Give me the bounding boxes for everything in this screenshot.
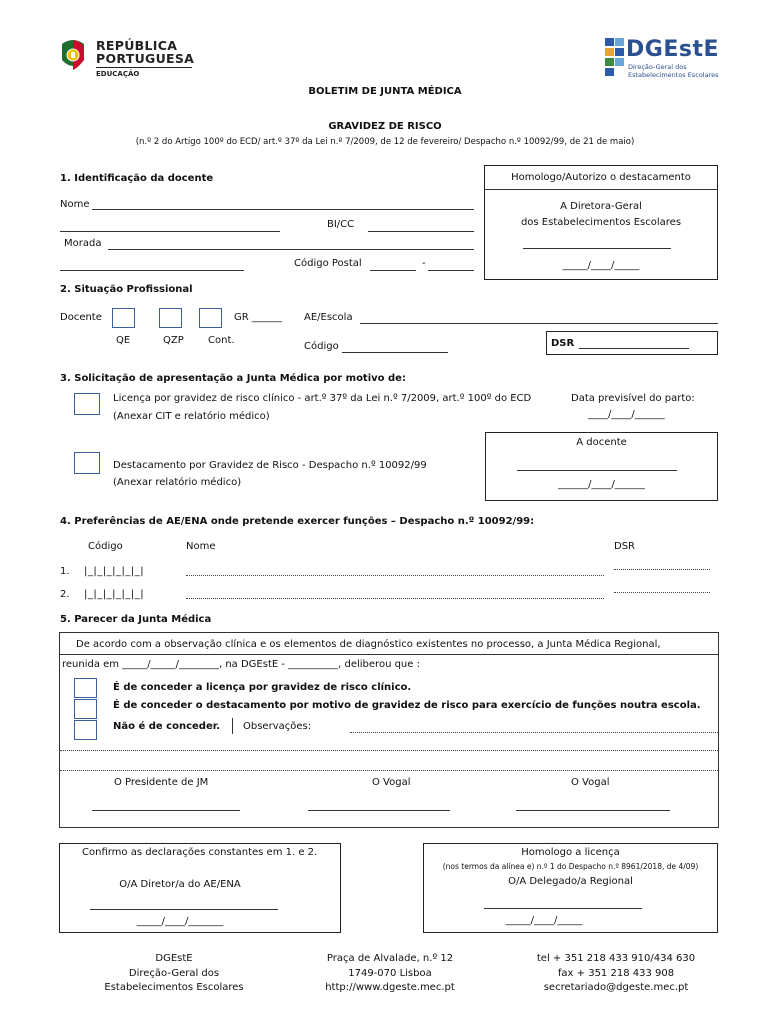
homologo-line1: A Diretora-Geral	[560, 201, 642, 212]
codigo-postal-label: Código Postal	[294, 258, 362, 269]
republica-text: REPÚBLICA	[96, 38, 178, 53]
postal-code-line-2[interactable]	[428, 270, 474, 271]
footer-column-address	[302, 952, 478, 996]
footer-fax: fax + 351 218 433 908	[557, 967, 675, 979]
docente-signature-line[interactable]	[517, 470, 677, 471]
confirm-role: O/A Diretor/a do AE/ENA	[119, 879, 241, 890]
vogal1-label: O Vogal	[372, 777, 411, 788]
footer-line: Estabelecimentos Escolares	[104, 982, 244, 993]
homologo-title-divider	[485, 189, 717, 190]
row-number: 2.	[60, 589, 70, 600]
vogal2-label: O Vogal	[571, 777, 610, 788]
footer-line: DGEstE	[155, 953, 193, 964]
educacao-text: EDUCAÇÃO	[96, 70, 140, 78]
homologa-licenca-signature-line[interactable]	[484, 908, 642, 909]
ae-escola-line[interactable]	[360, 323, 718, 324]
observacoes-field-1[interactable]	[350, 732, 718, 733]
section2-heading: 2. Situação Profissional	[60, 284, 193, 295]
row-code-field[interactable]: |_|_|_|_|_|_|	[84, 566, 145, 577]
section5-heading: 5. Parecer da Junta Médica	[60, 614, 212, 625]
homologo-signature-line[interactable]	[523, 248, 671, 249]
dgeste-name: DGEstE	[626, 37, 719, 62]
col-nome-header: Nome	[186, 541, 216, 552]
codigo-line[interactable]	[342, 352, 448, 353]
logo-divider	[96, 67, 192, 68]
observacoes-separator	[232, 718, 233, 734]
nao-conceder-text: Não é de conceder.	[113, 721, 221, 732]
vogal2-signature-line[interactable]	[516, 810, 670, 811]
qe-checkbox[interactable]	[112, 308, 135, 328]
parecer-divider	[60, 654, 718, 655]
nome-line[interactable]	[92, 209, 474, 210]
conceder-licenca-checkbox[interactable]	[74, 678, 97, 698]
dgeste-sub1: Direção-Geral dos	[628, 63, 687, 71]
dsr-label: DSR	[551, 338, 575, 349]
parecer-box	[59, 632, 719, 828]
homologa-licenca-role: O/A Delegado/a Regional	[508, 876, 633, 887]
homologo-destacamento-box	[484, 165, 718, 280]
footer-line: Direção-Geral dos	[128, 967, 220, 979]
parto-date[interactable]: ____/____/______	[588, 409, 665, 420]
dsr-box[interactable]	[546, 331, 718, 355]
name-continuation-line[interactable]	[60, 231, 280, 232]
bicc-line[interactable]	[368, 231, 474, 232]
row-dsr-field[interactable]	[614, 569, 710, 570]
qzp-label: QZP	[163, 335, 184, 346]
row-name-field[interactable]	[186, 575, 604, 576]
confirm-signature-line[interactable]	[90, 909, 278, 910]
conceder-destacamento-text: É de conceder o destacamento por motivo de gravidez de risco para exercício de funções noutra escola.	[113, 700, 701, 711]
docente-date[interactable]: ______/____/______	[558, 479, 645, 490]
dgeste-sub2: Estabelecimentos Escolares	[628, 71, 719, 79]
footer-line: Praça de Alvalade, n.º 12	[326, 953, 454, 964]
footer-line: 1749-070 Lisboa	[348, 967, 432, 979]
confirm-declarations-box	[59, 843, 341, 933]
postal-code-line-1[interactable]	[370, 270, 416, 271]
document-title: BOLETIM DE JUNTA MÉDICA	[308, 86, 462, 97]
col-dsr-header: DSR	[614, 541, 635, 552]
docente-signature-box	[485, 432, 718, 501]
republica-portuguesa-logo	[58, 36, 198, 82]
cont-checkbox[interactable]	[199, 308, 222, 328]
homologo-title: Homologo/Autorizo o destacamento	[511, 172, 691, 183]
section3-heading: 3. Solicitação de apresentação a Junta Médica por motivo de:	[60, 373, 406, 384]
vogal1-signature-line[interactable]	[308, 810, 450, 811]
homologo-line2: dos Estabelecimentos Escolares	[520, 217, 682, 228]
portuguesa-text: PORTUGUESA	[96, 51, 195, 66]
morada-label: Morada	[64, 238, 102, 249]
parecer-text-1: De acordo com a observação clínica e os elementos de diagnóstico existentes no processo, a Junta Médica Regional,	[76, 639, 661, 650]
section1-heading: 1. Identificação da docente	[60, 173, 214, 184]
nao-conceder-checkbox[interactable]	[74, 720, 97, 740]
observacoes-field-3[interactable]	[60, 770, 718, 771]
row-code-field[interactable]: |_|_|_|_|_|_|	[84, 589, 145, 600]
destacamento-option-note: (Anexar relatório médico)	[113, 477, 242, 488]
destacamento-option-text: Destacamento por Gravidez de Risco - Despacho n.º 10092/99	[113, 460, 427, 471]
licenca-checkbox[interactable]	[74, 393, 100, 415]
parto-label: Data previsível do parto:	[571, 393, 695, 404]
footer-email-link[interactable]: secretariado@dgeste.mec.pt	[543, 982, 689, 993]
section4-heading: 4. Preferências de AE/ENA onde pretende exercer funções – Despacho n.º 10092/99:	[60, 516, 535, 527]
postal-dash: -	[422, 258, 426, 269]
row-dsr-field[interactable]	[614, 592, 710, 593]
address-continuation-line[interactable]	[60, 270, 244, 271]
homologa-licenca-note: (nos termos da alínea e) n.º 1 do Despacho n.º 8961/2018, de 4/09)	[442, 862, 699, 871]
bicc-label: BI/CC	[327, 219, 355, 230]
homologa-licenca-box	[423, 843, 718, 933]
presidente-label: O Presidente de JM	[114, 777, 209, 788]
homologo-date[interactable]: _____/____/_____	[562, 260, 640, 271]
licenca-option-note: (Anexar CIT e relatório médico)	[113, 411, 270, 422]
coat-of-arms-icon	[58, 38, 88, 72]
qe-label: QE	[116, 335, 131, 346]
homologa-licenca-date[interactable]: _____/____/_____	[505, 915, 583, 926]
conceder-licenca-text: É de conceder a licença por gravidez de risco clínico.	[113, 682, 412, 693]
destacamento-checkbox[interactable]	[74, 452, 100, 474]
gr-field[interactable]: GR ______	[234, 312, 282, 323]
docente-label: Docente	[60, 312, 102, 323]
qzp-checkbox[interactable]	[159, 308, 182, 328]
homologa-licenca-title: Homologo a licença	[521, 847, 620, 858]
confirm-title: Confirmo as declarações constantes em 1. e 2.	[82, 847, 318, 858]
ae-escola-label: AE/Escola	[304, 312, 353, 323]
footer-column-dgeste	[86, 952, 262, 996]
col-codigo-header: Código	[88, 541, 123, 552]
confirm-date[interactable]: _____/____/_______	[136, 916, 224, 927]
footer-column-contacts	[508, 952, 724, 996]
nome-label: Nome	[60, 199, 90, 210]
parecer-text-2[interactable]: reunida em _____/_____/________, na DGEstE - __________, deliberou que :	[62, 659, 420, 670]
row-number: 1.	[60, 566, 70, 577]
conceder-destacamento-checkbox[interactable]	[74, 699, 97, 719]
observacoes-label: Observações:	[243, 721, 312, 732]
docente-box-title: A docente	[576, 437, 627, 448]
dgeste-mark-icon	[604, 36, 626, 78]
row-name-field[interactable]	[186, 598, 604, 599]
dsr-line[interactable]	[579, 348, 689, 349]
morada-line[interactable]	[108, 249, 474, 250]
observacoes-field-2[interactable]	[60, 750, 718, 751]
legal-reference: (n.º 2 do Artigo 100º do ECD/ art.º 37º da Lei n.º 7/2009, de 12 de fevereiro/ Despacho n.º 10092/99, de 21 de maio)	[135, 137, 635, 147]
codigo-label: Código	[304, 341, 339, 352]
presidente-signature-line[interactable]	[92, 810, 240, 811]
dgeste-logo	[604, 36, 734, 82]
footer-phone: tel + 351 218 433 910/434 630	[536, 953, 696, 964]
footer-website-link[interactable]: http://www.dgeste.mec.pt	[325, 982, 455, 993]
document-subtitle: GRAVIDEZ DE RISCO	[328, 121, 442, 132]
cont-label: Cont.	[208, 335, 235, 346]
licenca-option-text: Licença por gravidez de risco clínico - art.º 37º da Lei n.º 7/2009, art.º 100º do ECD	[113, 393, 532, 404]
